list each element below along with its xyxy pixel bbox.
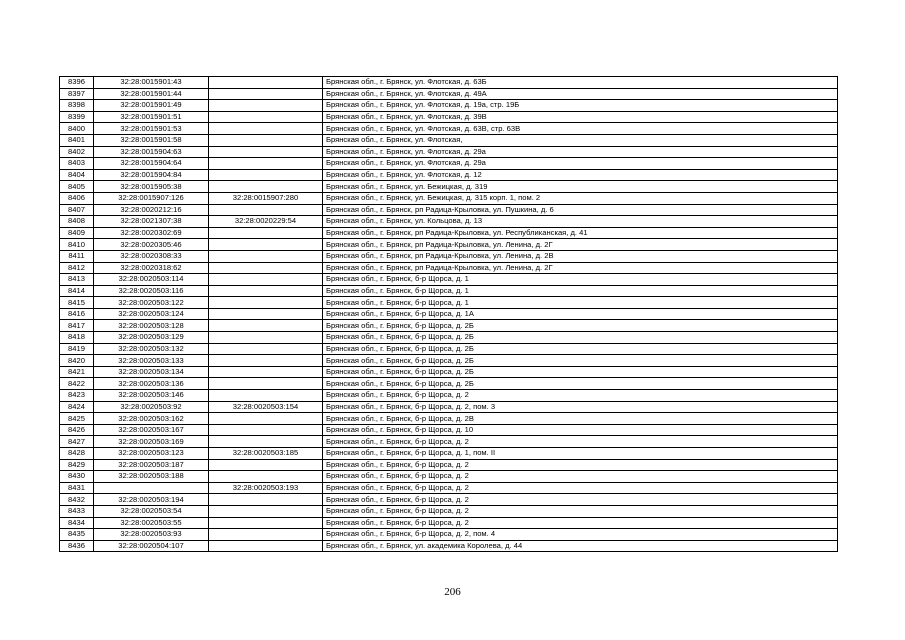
table-row bbox=[60, 448, 838, 460]
secondary-cadastral-number-cell bbox=[209, 204, 323, 216]
row-number-cell: 8414 bbox=[60, 285, 94, 297]
table-row bbox=[60, 216, 838, 228]
secondary-cadastral-number-cell bbox=[209, 517, 323, 529]
cadastral-number-cell: 32:28:0020503:55 bbox=[94, 517, 209, 529]
address-cell: Брянская обл., г. Брянск, рп Радица-Крыловка, ул. Республиканская, д. 41 bbox=[323, 227, 838, 239]
address-cell: Брянская обл., г. Брянск, ул. Кольцова, д. 13 bbox=[323, 216, 838, 228]
row-number-cell: 8401 bbox=[60, 134, 94, 146]
table-row bbox=[60, 123, 838, 135]
cadastral-number-cell: 32:28:0020318:62 bbox=[94, 262, 209, 274]
secondary-cadastral-number-cell: 32:28:0015907:280 bbox=[209, 192, 323, 204]
cadastral-number-cell: 32:28:0020503:162 bbox=[94, 413, 209, 425]
secondary-cadastral-number-cell: 32:28:0020503:185 bbox=[209, 448, 323, 460]
cadastral-number-cell: 32:28:0020503:146 bbox=[94, 390, 209, 402]
address-cell: Брянская обл., г. Брянск, рп Радица-Крыловка, ул. Ленина, д. 2Г bbox=[323, 239, 838, 251]
secondary-cadastral-number-cell bbox=[209, 332, 323, 344]
row-number-cell: 8421 bbox=[60, 366, 94, 378]
table-row bbox=[60, 274, 838, 286]
secondary-cadastral-number-cell bbox=[209, 494, 323, 506]
secondary-cadastral-number-cell bbox=[209, 158, 323, 170]
row-number-cell: 8404 bbox=[60, 169, 94, 181]
address-cell: Брянская обл., г. Брянск, б-р Щорса, д. 2Б bbox=[323, 366, 838, 378]
cadastral-number-cell: 32:28:0015904:64 bbox=[94, 158, 209, 170]
cadastral-number-cell: 32:28:0020503:122 bbox=[94, 297, 209, 309]
address-cell: Брянская обл., г. Брянск, ул. Флотская, д. 29а bbox=[323, 146, 838, 158]
cadastral-number-cell: 32:28:0020503:92 bbox=[94, 401, 209, 413]
row-number-cell: 8409 bbox=[60, 227, 94, 239]
row-number-cell: 8434 bbox=[60, 517, 94, 529]
row-number-cell: 8429 bbox=[60, 459, 94, 471]
cadastral-number-cell: 32:28:0020503:124 bbox=[94, 308, 209, 320]
table-row bbox=[60, 436, 838, 448]
secondary-cadastral-number-cell bbox=[209, 88, 323, 100]
table-row bbox=[60, 297, 838, 309]
table-row bbox=[60, 482, 838, 494]
cadastral-number-cell: 32:28:0021307:38 bbox=[94, 216, 209, 228]
page-number: 206 bbox=[444, 586, 461, 598]
cadastral-number-cell: 32:28:0020212:16 bbox=[94, 204, 209, 216]
row-number-cell: 8399 bbox=[60, 111, 94, 123]
address-cell: Брянская обл., г. Брянск, б-р Щорса, д. 2Б bbox=[323, 320, 838, 332]
cadastral-number-cell: 32:28:0020503:114 bbox=[94, 274, 209, 286]
secondary-cadastral-number-cell bbox=[209, 297, 323, 309]
row-number-cell: 8418 bbox=[60, 332, 94, 344]
cadastral-number-cell: 32:28:0020503:194 bbox=[94, 494, 209, 506]
cadastral-number-cell: 32:28:0015901:43 bbox=[94, 77, 209, 89]
table-row bbox=[60, 529, 838, 541]
cadastral-number-cell: 32:28:0020503:128 bbox=[94, 320, 209, 332]
address-cell: Брянская обл., г. Брянск, ул. Флотская, д. 63Б bbox=[323, 77, 838, 89]
row-number-cell: 8397 bbox=[60, 88, 94, 100]
address-cell: Брянская обл., г. Брянск, б-р Щорса, д. 2 bbox=[323, 517, 838, 529]
row-number-cell: 8415 bbox=[60, 297, 94, 309]
table-row bbox=[60, 355, 838, 367]
table-row bbox=[60, 332, 838, 344]
secondary-cadastral-number-cell bbox=[209, 366, 323, 378]
secondary-cadastral-number-cell: 32:28:0020503:193 bbox=[209, 482, 323, 494]
address-cell: Брянская обл., г. Брянск, б-р Щорса, д. 2Б bbox=[323, 343, 838, 355]
register-table-body bbox=[60, 77, 838, 552]
row-number-cell: 8398 bbox=[60, 100, 94, 112]
secondary-cadastral-number-cell bbox=[209, 413, 323, 425]
cadastral-number-cell: 32:28:0015904:63 bbox=[94, 146, 209, 158]
cadastral-number-cell: 32:28:0020503:169 bbox=[94, 436, 209, 448]
row-number-cell: 8425 bbox=[60, 413, 94, 425]
secondary-cadastral-number-cell bbox=[209, 320, 323, 332]
row-number-cell: 8412 bbox=[60, 262, 94, 274]
address-cell: Брянская обл., г. Брянск, рп Радица-Крыловка, ул. Ленина, д. 2Г bbox=[323, 262, 838, 274]
address-cell: Брянская обл., г. Брянск, ул. Флотская, д. 39В bbox=[323, 111, 838, 123]
table-row bbox=[60, 88, 838, 100]
address-cell: Брянская обл., г. Брянск, б-р Щорса, д. 1 bbox=[323, 285, 838, 297]
table-row bbox=[60, 459, 838, 471]
address-cell: Брянская обл., г. Брянск, б-р Щорса, д. 2 bbox=[323, 482, 838, 494]
table-row bbox=[60, 111, 838, 123]
address-cell: Брянская обл., г. Брянск, б-р Щорса, д. 10 bbox=[323, 424, 838, 436]
row-number-cell: 8420 bbox=[60, 355, 94, 367]
table-row bbox=[60, 239, 838, 251]
table-row bbox=[60, 413, 838, 425]
row-number-cell: 8396 bbox=[60, 77, 94, 89]
table-row bbox=[60, 471, 838, 483]
address-cell: Брянская обл., г. Брянск, рп Радица-Крыловка, ул. Ленина, д. 2В bbox=[323, 250, 838, 262]
cadastral-number-cell: 32:28:0020302:69 bbox=[94, 227, 209, 239]
secondary-cadastral-number-cell bbox=[209, 424, 323, 436]
address-cell: Брянская обл., г. Брянск, ул. Флотская, д. 63В, стр. 63В bbox=[323, 123, 838, 135]
table-row bbox=[60, 181, 838, 193]
cadastral-number-cell bbox=[94, 482, 209, 494]
table-row bbox=[60, 308, 838, 320]
address-cell: Брянская обл., г. Брянск, ул. Флотская, д. 49А bbox=[323, 88, 838, 100]
table-row bbox=[60, 100, 838, 112]
row-number-cell: 8413 bbox=[60, 274, 94, 286]
cadastral-number-cell: 32:28:0015901:49 bbox=[94, 100, 209, 112]
row-number-cell: 8422 bbox=[60, 378, 94, 390]
table-row bbox=[60, 343, 838, 355]
secondary-cadastral-number-cell bbox=[209, 459, 323, 471]
row-number-cell: 8406 bbox=[60, 192, 94, 204]
address-cell: Брянская обл., г. Брянск, ул. Флотская, д. 19а, стр. 19Б bbox=[323, 100, 838, 112]
cadastral-number-cell: 32:28:0020305:46 bbox=[94, 239, 209, 251]
row-number-cell: 8410 bbox=[60, 239, 94, 251]
table-row bbox=[60, 540, 838, 552]
cadastral-number-cell: 32:28:0015901:58 bbox=[94, 134, 209, 146]
row-number-cell: 8430 bbox=[60, 471, 94, 483]
secondary-cadastral-number-cell bbox=[209, 285, 323, 297]
secondary-cadastral-number-cell bbox=[209, 227, 323, 239]
row-number-cell: 8428 bbox=[60, 448, 94, 460]
secondary-cadastral-number-cell bbox=[209, 390, 323, 402]
table-row bbox=[60, 378, 838, 390]
address-cell: Брянская обл., г. Брянск, ул. Флотская, д. 12 bbox=[323, 169, 838, 181]
address-cell: Брянская обл., г. Брянск, б-р Щорса, д. 2, пом. 3 bbox=[323, 401, 838, 413]
address-cell: Брянская обл., г. Брянск, б-р Щорса, д. 2Б bbox=[323, 355, 838, 367]
address-cell: Брянская обл., г. Брянск, б-р Щорса, д. 1А bbox=[323, 308, 838, 320]
row-number-cell: 8400 bbox=[60, 123, 94, 135]
table-row bbox=[60, 320, 838, 332]
cadastral-number-cell: 32:28:0020503:187 bbox=[94, 459, 209, 471]
cadastral-number-cell: 32:28:0020503:134 bbox=[94, 366, 209, 378]
secondary-cadastral-number-cell bbox=[209, 436, 323, 448]
table-row bbox=[60, 366, 838, 378]
address-cell: Брянская обл., г. Брянск, б-р Щорса, д. 2 bbox=[323, 390, 838, 402]
cadastral-number-cell: 32:28:0020503:188 bbox=[94, 471, 209, 483]
secondary-cadastral-number-cell bbox=[209, 123, 323, 135]
address-cell: Брянская обл., г. Брянск, б-р Щорса, д. 2 bbox=[323, 459, 838, 471]
row-number-cell: 8435 bbox=[60, 529, 94, 541]
address-cell: Брянская обл., г. Брянск, б-р Щорса, д. 1 bbox=[323, 274, 838, 286]
address-cell: Брянская обл., г. Брянск, б-р Щорса, д. 1 bbox=[323, 297, 838, 309]
address-cell: Брянская обл., г. Брянск, б-р Щорса, д. 2 bbox=[323, 494, 838, 506]
secondary-cadastral-number-cell bbox=[209, 181, 323, 193]
cadastral-number-cell: 32:28:0015907:126 bbox=[94, 192, 209, 204]
address-cell: Брянская обл., г. Брянск, б-р Щорса, д. 2Б bbox=[323, 332, 838, 344]
cadastral-number-cell: 32:28:0020503:116 bbox=[94, 285, 209, 297]
secondary-cadastral-number-cell bbox=[209, 100, 323, 112]
secondary-cadastral-number-cell bbox=[209, 274, 323, 286]
table-row bbox=[60, 262, 838, 274]
row-number-cell: 8419 bbox=[60, 343, 94, 355]
address-cell: Брянская обл., г. Брянск, ул. Бежицкая, д. 319 bbox=[323, 181, 838, 193]
table-row bbox=[60, 424, 838, 436]
cadastral-number-cell: 32:28:0020503:167 bbox=[94, 424, 209, 436]
cadastral-number-cell: 32:28:0020308:33 bbox=[94, 250, 209, 262]
secondary-cadastral-number-cell bbox=[209, 169, 323, 181]
table-row bbox=[60, 134, 838, 146]
table-row bbox=[60, 77, 838, 89]
secondary-cadastral-number-cell: 32:28:0020229:54 bbox=[209, 216, 323, 228]
secondary-cadastral-number-cell bbox=[209, 355, 323, 367]
table-row bbox=[60, 146, 838, 158]
cadastral-number-cell: 32:28:0015905:38 bbox=[94, 181, 209, 193]
row-number-cell: 8431 bbox=[60, 482, 94, 494]
cadastral-number-cell: 32:28:0015901:51 bbox=[94, 111, 209, 123]
secondary-cadastral-number-cell bbox=[209, 134, 323, 146]
cadastral-number-cell: 32:28:0020504:107 bbox=[94, 540, 209, 552]
cadastral-number-cell: 32:28:0020503:93 bbox=[94, 529, 209, 541]
secondary-cadastral-number-cell bbox=[209, 343, 323, 355]
secondary-cadastral-number-cell bbox=[209, 471, 323, 483]
row-number-cell: 8433 bbox=[60, 505, 94, 517]
address-cell: Брянская обл., г. Брянск, ул. Флотская, bbox=[323, 134, 838, 146]
secondary-cadastral-number-cell bbox=[209, 308, 323, 320]
cadastral-number-cell: 32:28:0020503:129 bbox=[94, 332, 209, 344]
secondary-cadastral-number-cell bbox=[209, 529, 323, 541]
address-cell: Брянская обл., г. Брянск, б-р Щорса, д. 2 bbox=[323, 436, 838, 448]
secondary-cadastral-number-cell bbox=[209, 378, 323, 390]
row-number-cell: 8416 bbox=[60, 308, 94, 320]
secondary-cadastral-number-cell bbox=[209, 540, 323, 552]
address-cell: Брянская обл., г. Брянск, б-р Щорса, д. 2 bbox=[323, 505, 838, 517]
table-row bbox=[60, 285, 838, 297]
row-number-cell: 8426 bbox=[60, 424, 94, 436]
cadastral-number-cell: 32:28:0015901:53 bbox=[94, 123, 209, 135]
row-number-cell: 8402 bbox=[60, 146, 94, 158]
row-number-cell: 8417 bbox=[60, 320, 94, 332]
row-number-cell: 8403 bbox=[60, 158, 94, 170]
row-number-cell: 8411 bbox=[60, 250, 94, 262]
secondary-cadastral-number-cell bbox=[209, 239, 323, 251]
table-row bbox=[60, 505, 838, 517]
cadastral-number-cell: 32:28:0015901:44 bbox=[94, 88, 209, 100]
secondary-cadastral-number-cell bbox=[209, 77, 323, 89]
cadastral-number-cell: 32:28:0020503:136 bbox=[94, 378, 209, 390]
cadastral-number-cell: 32:28:0020503:133 bbox=[94, 355, 209, 367]
table-row bbox=[60, 227, 838, 239]
row-number-cell: 8432 bbox=[60, 494, 94, 506]
address-cell: Брянская обл., г. Брянск, б-р Щорса, д. 2, пом. 4 bbox=[323, 529, 838, 541]
address-cell: Брянская обл., г. Брянск, б-р Щорса, д. 2В bbox=[323, 413, 838, 425]
row-number-cell: 8423 bbox=[60, 390, 94, 402]
cadastral-number-cell: 32:28:0015904:84 bbox=[94, 169, 209, 181]
row-number-cell: 8407 bbox=[60, 204, 94, 216]
row-number-cell: 8436 bbox=[60, 540, 94, 552]
property-register-table bbox=[59, 76, 838, 552]
cadastral-number-cell: 32:28:0020503:54 bbox=[94, 505, 209, 517]
row-number-cell: 8408 bbox=[60, 216, 94, 228]
cadastral-number-cell: 32:28:0020503:123 bbox=[94, 448, 209, 460]
secondary-cadastral-number-cell bbox=[209, 250, 323, 262]
address-cell: Брянская обл., г. Брянск, б-р Щорса, д. 2 bbox=[323, 471, 838, 483]
table-row bbox=[60, 169, 838, 181]
cadastral-number-cell: 32:28:0020503:132 bbox=[94, 343, 209, 355]
table-row bbox=[60, 494, 838, 506]
secondary-cadastral-number-cell bbox=[209, 111, 323, 123]
secondary-cadastral-number-cell bbox=[209, 505, 323, 517]
table-row bbox=[60, 204, 838, 216]
address-cell: Брянская обл., г. Брянск, рп Радица-Крыловка, ул. Пушкина, д. 6 bbox=[323, 204, 838, 216]
secondary-cadastral-number-cell: 32:28:0020503:154 bbox=[209, 401, 323, 413]
secondary-cadastral-number-cell bbox=[209, 262, 323, 274]
address-cell: Брянская обл., г. Брянск, б-р Щорса, д. 2Б bbox=[323, 378, 838, 390]
row-number-cell: 8427 bbox=[60, 436, 94, 448]
address-cell: Брянская обл., г. Брянск, ул. академика Королева, д. 44 bbox=[323, 540, 838, 552]
table-row bbox=[60, 250, 838, 262]
table-row bbox=[60, 390, 838, 402]
table-row bbox=[60, 192, 838, 204]
row-number-cell: 8405 bbox=[60, 181, 94, 193]
address-cell: Брянская обл., г. Брянск, ул. Бежицкая, д. 315 корп. 1, пом. 2 bbox=[323, 192, 838, 204]
table-row bbox=[60, 517, 838, 529]
secondary-cadastral-number-cell bbox=[209, 146, 323, 158]
row-number-cell: 8424 bbox=[60, 401, 94, 413]
table-row bbox=[60, 158, 838, 170]
address-cell: Брянская обл., г. Брянск, б-р Щорса, д. 1, пом. II bbox=[323, 448, 838, 460]
table-row bbox=[60, 401, 838, 413]
address-cell: Брянская обл., г. Брянск, ул. Флотская, д. 29а bbox=[323, 158, 838, 170]
